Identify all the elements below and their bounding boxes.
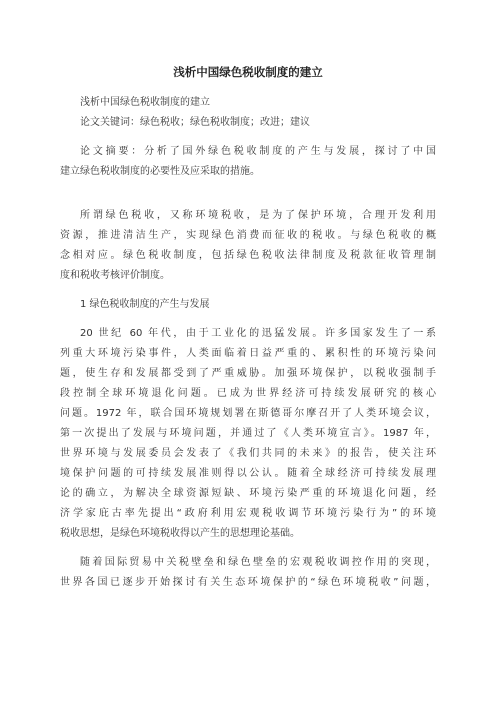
- spacer: [60, 315, 436, 324]
- document-page: [60, 64, 436, 593]
- history-paragraph: [60, 324, 436, 544]
- text-line: 世界环境与发展委员会发表了《我们共同的未来》的报告，使关注环: [60, 448, 436, 459]
- text-line: 境保护问题的可持续发展准则得以公认。随着全球经济可持续发展理: [60, 468, 436, 479]
- text-line: 念相对应。绿色税收制度，包括绿色税收法律制度及税款征收管理制: [60, 250, 436, 261]
- spacer: [60, 133, 436, 142]
- text-line: 度和税收考核评价制度。: [60, 270, 170, 281]
- text-line: 建立绿色税收制度的必要性及应采取的措施。: [60, 166, 260, 177]
- text-line: 所谓绿色税收，又称环境税收，是为了保护环境，合理开发利用: [80, 210, 436, 221]
- spacer: [60, 182, 436, 206]
- text-line: 段控制全球环境退化问题。已成为世界经济可持续发展研究的核心: [60, 388, 436, 399]
- text-line: 题，使生存和发展都受到了严重威胁。加强环境保护，以税收强制手: [60, 368, 436, 379]
- subtitle: 浅析中国绿色税收制度的建立: [80, 97, 210, 108]
- spacer: [60, 544, 436, 553]
- spacer: [60, 286, 436, 295]
- text-line: 济学家庇古率先提出“政府利用宏观税收调节环境污染行为”的环境: [60, 508, 436, 519]
- trade-paragraph: [60, 553, 436, 593]
- keywords-line: 论文关键词：绿色税收；绿色税收制度；改进；建议: [80, 117, 310, 128]
- text-line: 第一次提出了发展与环境问题，并通过了《人类环境宣言》。1987 年，: [60, 428, 436, 439]
- text-line: 列重大环境污染事件，人类面临着日益严重的、累积性的环境污染问: [60, 348, 436, 359]
- document-title: 浅析中国绿色税收制度的建立: [173, 65, 323, 79]
- text-line: 论文摘要：分析了国外绿色税收制度的产生与发展，探讨了中国: [80, 146, 436, 157]
- text-line: 问题。1972 年，联合国环境规划署在斯德哥尔摩召开了人类环境会议，: [60, 408, 436, 419]
- definition-paragraph: [60, 206, 436, 286]
- abstract-paragraph: [60, 142, 436, 182]
- text-line: 世界各国已逐步开始探讨有关生态环境保护的“绿色环境税收”问题，: [60, 577, 436, 588]
- text-line: 论的确立，为解决全球资源短缺、环境污染严重的环境退化问题，经: [60, 488, 436, 499]
- text-line: 20 世纪 60 年代，由于工业化的迅猛发展。许多国家发生了一系: [80, 328, 436, 339]
- text-line: 随着国际贸易中关税壁垒和绿色壁垒的宏观税收调控作用的突现，: [80, 557, 436, 568]
- text-line: 税收思想，是绿色环境税收得以产生的思想理论基础。: [60, 528, 300, 539]
- section-heading: 1 绿色税收制度的产生与发展: [80, 299, 210, 310]
- text-line: 资源，推进清洁生产，实现绿色消费而征收的税收。与绿色税收的概: [60, 230, 436, 241]
